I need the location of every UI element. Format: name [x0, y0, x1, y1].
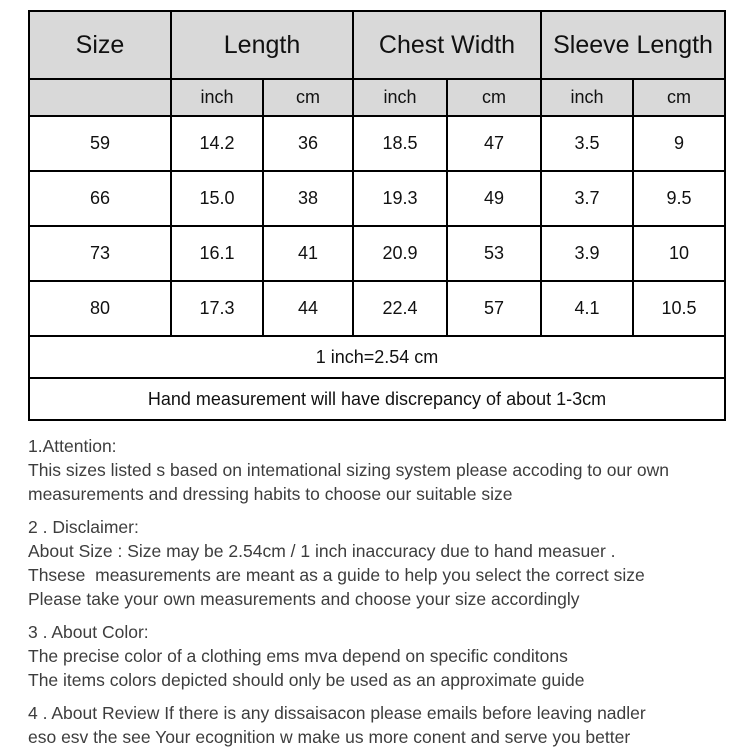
measurement-cell: 3.9	[541, 226, 633, 281]
note-section-about-review	[28, 701, 724, 749]
size-cell: 66	[29, 171, 171, 226]
measurement-cell: 9	[633, 116, 725, 171]
unit-header-chest-cm: cm	[447, 79, 541, 116]
note-section-disclaimer	[28, 515, 724, 611]
footnote-discrepancy: Hand measurement will have discrepancy of about 1-3cm	[29, 378, 725, 420]
table-row-size-59	[29, 116, 725, 171]
footnote-conversion: 1 inch=2.54 cm	[29, 336, 725, 378]
note-line: eso esv the see Your ecognition w make us more conent and serve you better	[28, 727, 631, 747]
measurement-cell: 14.2	[171, 116, 263, 171]
unit-header-sleeve-cm: cm	[633, 79, 725, 116]
table-row-size-80	[29, 281, 725, 336]
table-row-size-73	[29, 226, 725, 281]
measurement-cell: 22.4	[353, 281, 447, 336]
measurement-cell: 15.0	[171, 171, 263, 226]
measurement-cell: 38	[263, 171, 353, 226]
note-heading: 1.Attention:	[28, 436, 117, 456]
measurement-cell: 3.5	[541, 116, 633, 171]
note-heading: 3 . About Color:	[28, 622, 149, 642]
header-row	[29, 11, 725, 79]
note-line: About Size : Size may be 2.54cm / 1 inch inaccuracy due to hand measuer .	[28, 541, 616, 561]
measurement-cell: 49	[447, 171, 541, 226]
measurement-cell: 41	[263, 226, 353, 281]
column-header-size: Size	[29, 11, 171, 79]
table-row-size-66	[29, 171, 725, 226]
size-cell: 59	[29, 116, 171, 171]
measurement-cell: 57	[447, 281, 541, 336]
unit-header-chest-inch: inch	[353, 79, 447, 116]
measurement-cell: 47	[447, 116, 541, 171]
size-cell: 80	[29, 281, 171, 336]
measurement-cell: 9.5	[633, 171, 725, 226]
measurement-cell: 18.5	[353, 116, 447, 171]
measurement-cell: 20.9	[353, 226, 447, 281]
unit-header-row	[29, 79, 725, 116]
note-line: Please take your own measurements and choose your size accordingly	[28, 589, 580, 609]
measurement-cell: 16.1	[171, 226, 263, 281]
measurement-cell: 17.3	[171, 281, 263, 336]
measurement-cell: 4.1	[541, 281, 633, 336]
measurement-cell: 36	[263, 116, 353, 171]
note-line: The items colors depicted should only be used as an approximate guide	[28, 670, 585, 690]
size-cell: 73	[29, 226, 171, 281]
measurement-cell: 19.3	[353, 171, 447, 226]
note-line: This sizes listed s based on intemational sizing system please accoding to our own	[28, 460, 670, 480]
note-heading: 2 . Disclaimer:	[28, 517, 139, 537]
column-header-sleeve-length: Sleeve Length	[541, 11, 725, 79]
unit-header-length-cm: cm	[263, 79, 353, 116]
measurement-cell: 3.7	[541, 171, 633, 226]
notes	[28, 434, 724, 749]
measurement-cell: 44	[263, 281, 353, 336]
note-line: Thsese measurements are meant as a guide to help you select the correct size	[28, 565, 645, 585]
note-line: measurements and dressing habits to choose our suitable size	[28, 484, 513, 504]
note-section-about-color	[28, 620, 724, 692]
measurement-cell: 10.5	[633, 281, 725, 336]
column-header-chest-width: Chest Width	[353, 11, 541, 79]
note-section-attention	[28, 434, 724, 506]
unit-header-length-inch: inch	[171, 79, 263, 116]
measurement-cell: 10	[633, 226, 725, 281]
measurement-cell: 53	[447, 226, 541, 281]
unit-header-empty	[29, 79, 171, 116]
size-chart-table	[28, 10, 726, 421]
footnote-row-discrepancy	[29, 378, 725, 420]
note-line: The precise color of a clothing ems mva depend on specific conditons	[28, 646, 568, 666]
column-header-length: Length	[171, 11, 353, 79]
footnote-row-conversion	[29, 336, 725, 378]
note-line: 4 . About Review If there is any dissaisacon please emails before leaving nadler	[28, 703, 646, 723]
unit-header-sleeve-inch: inch	[541, 79, 633, 116]
